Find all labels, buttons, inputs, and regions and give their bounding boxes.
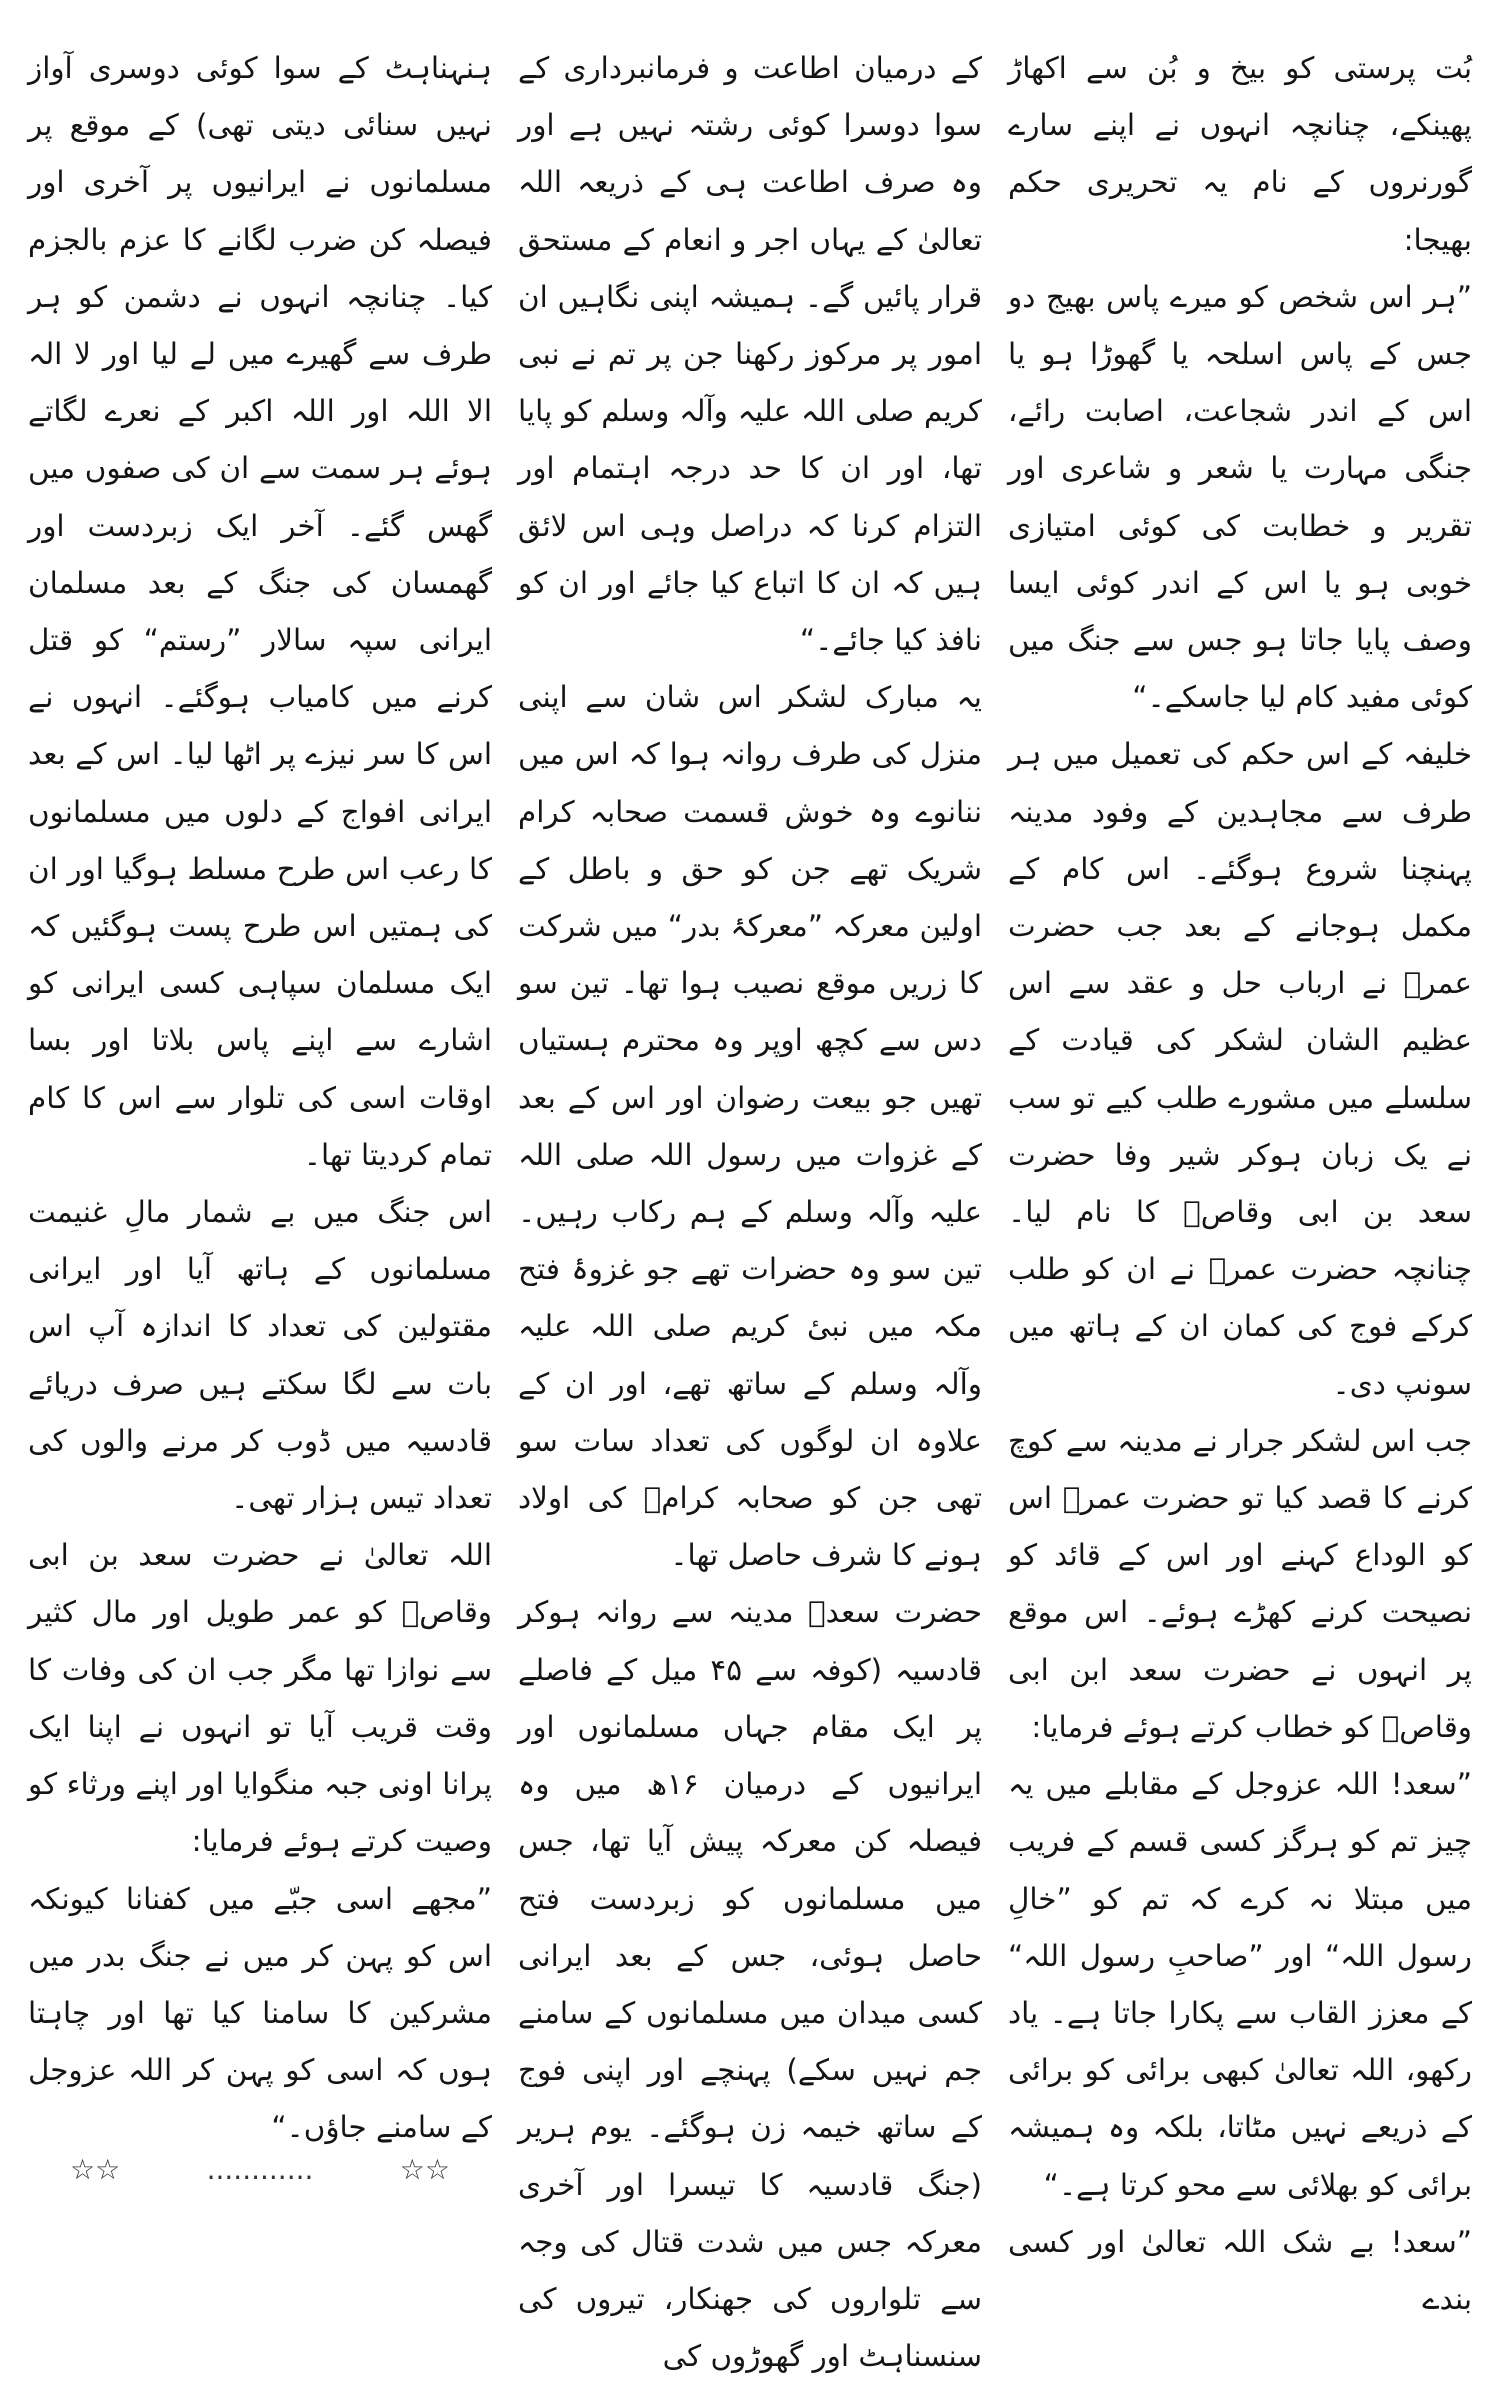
paragraph: خلیفہ کے اس حکم کی تعمیل میں ہر طرف سے مجاہدین کے وفود مدینہ پہنچنا شروع ہوگئے۔ اس کام کے مکمل ہوجانے کے بعد جب حضرت عمرؓ نے ارباب حل و عقد سے اس عظیم الشان لشکر کی قیادت کے سلسلے میں مشورے طلب کیے تو سب نے یک زبان ہوکر شیر وفا حضرت سعد بن ابی وقاصؓ کا نام لیا۔ چنانچہ حضرت عمرؓ نے ان کو طلب کرکے فوج کی کمان ان کے ہاتھ میں سونپ دی۔ <box>998 737 1472 1401</box>
text-column-right <box>998 40 1472 2316</box>
star-ornament-icon: ☆☆ <box>70 2153 121 2186</box>
paragraph: ”ہر اس شخص کو میرے پاس بھیج دو جس کے پاس اسلحہ یا گھوڑا ہو یا اس کے اندر شجاعت، اصابت رائے، جنگی مہارت یا شعر و شاعری اور تقریر و خطابت کی کوئی امتیازی خوبی ہو یا اس کے اندر کوئی ایسا وصف پایا جاتا ہو جس سے جنگ میں کوئی مفید کام لیا جاسکے۔“ <box>998 279 1472 715</box>
paragraph: ”مجھے اسی جبّے میں کفنانا کیونکہ اس کو پہن کر میں نے جنگ بدر میں مشرکین کا سامنا کیا تھا اور چاہتا ہوں کہ اسی کو پہن کر اللہ عزوجل کے سامنے جاؤں۔“ <box>18 1881 492 2145</box>
end-ornament <box>70 2150 450 2190</box>
paragraph: بُت پرستی کو بیخ و بُن سے اکھاڑ پھینکے، چنانچہ انہوں نے اپنے سارے گورنروں کے نام یہ تحریری حکم بھیجا: <box>998 51 1472 257</box>
paragraph: ”سعد! بے شک اللہ تعالیٰ اور کسی بندے <box>998 2224 1472 2316</box>
paragraph: اس جنگ میں بے شمار مالِ غنیمت مسلمانوں کے ہاتھ آیا اور ایرانی مقتولین کی تعداد کا اندازہ آپ اس بات سے لگا سکتے ہیں صرف دریائے قادسیہ میں ڈوب کر مرنے والوں کی تعداد تیس ہزار تھی۔ <box>18 1195 492 1516</box>
paragraph: ہنہناہٹ کے سوا کوئی دوسری آواز نہیں سنائی دیتی تھی) کے موقع پر مسلمانوں نے ایرانیوں پر آخری اور فیصلہ کن ضرب لگانے کا عزم بالجزم کیا۔ چنانچہ انہوں نے دشمن کو ہر طرف سے گھیرے میں لے لیا اور لا الہ الا اللہ اور اللہ اکبر کے نعرے لگاتے ہوئے ہر سمت سے ان کی صفوں میں گھس گئے۔ آخر ایک زبردست اور گھمسان کی جنگ کے بعد مسلمان ایرانی سپہ سالار ”رستم“ کو قتل کرنے میں کامیاب ہوگئے۔ انہوں نے اس کا سر نیزے پر اٹھا لیا۔ اس کے بعد ایرانی افواج کے دلوں میں مسلمانوں کا رعب اس طرح مسلط ہوگیا اور ان کی ہمتیں اس طرح پست ہوگئیں کہ ایک مسلمان سپاہی کسی ایرانی کو اشارے سے اپنے پاس بلاتا اور بسا اوقات اسی کی تلوار سے اس کا کام تمام کردیتا تھا۔ <box>18 51 492 1172</box>
paragraph: جب اس لشکر جرار نے مدینہ سے کوچ کرنے کا قصد کیا تو حضرت عمرؓ اس کو الوداع کہنے اور اس کے قائد کو نصیحت کرنے کھڑے ہوئے۔ اس موقع پر انہوں نے حضرت سعد ابن ابی وقاصؓ کو خطاب کرتے ہوئے فرمایا: <box>998 1423 1472 1744</box>
dotted-separator: ............ <box>206 2153 314 2186</box>
paragraph: کے درمیان اطاعت و فرمانبرداری کے سوا دوسرا کوئی رشتہ نہیں ہے اور وہ صرف اطاعت ہی کے ذریعہ اللہ تعالیٰ کے یہاں اجر و انعام کے مستحق قرار پائیں گے۔ ہمیشہ اپنی نگاہیں ان امور پر مرکوز رکھنا جن پر تم نے نبی کریم صلی اللہ علیہ وآلہ وسلم کو پایا تھا، اور ان کا حد درجہ اہتمام اور التزام کرنا کہ دراصل وہی اس لائق ہیں کہ ان کا اتباع کیا جائے اور ان کو نافذ کیا جائے۔“ <box>508 51 982 658</box>
text-column-left <box>18 40 492 2152</box>
star-ornament-icon: ☆☆ <box>399 2153 450 2186</box>
text-column-middle <box>508 40 982 2374</box>
paragraph: اللہ تعالیٰ نے حضرت سعد بن ابی وقاصؓ کو عمر طویل اور مال کثیر سے نوازا تھا مگر جب ان کی وفات کا وقت قریب آیا تو انہوں نے اپنا ایک پرانا اونی جبہ منگوایا اور اپنے ورثاء کو وصیت کرتے ہوئے فرمایا: <box>18 1538 492 1859</box>
paragraph: یہ مبارک لشکر اس شان سے اپنی منزل کی طرف روانہ ہوا کہ اس میں ننانوے وہ خوش قسمت صحابہ کرام شریک تھے جن کو حق و باطل کے اولین معرکہ ”معرکۂ بدر“ میں شرکت کا زریں موقع نصیب ہوا تھا۔ تین سو دس سے کچھ اوپر وہ محترم ہستیاں تھیں جو بیعت رضوان اور اس کے بعد کے غزوات میں رسول اللہ صلی اللہ علیہ وآلہ وسلم کے ہم رکاب رہیں۔ تین سو وہ حضرات تھے جو غزوۂ فتح مکہ میں نبیٔ کریم صلی اللہ علیہ وآلہ وسلم کے ساتھ تھے، اور ان کے علاوہ ان لوگوں کی تعداد سات سو تھی جن کو صحابہ کرامؓ کی اولاد ہونے کا شرف حاصل تھا۔ <box>508 680 982 1573</box>
paragraph: حضرت سعدؓ مدینہ سے روانہ ہوکر قادسیہ (کوفہ سے ۴۵ میل کے فاصلے پر ایک مقام جہاں مسلمانوں اور ایرانیوں کے درمیان ۱۶ھ میں وہ فیصلہ کن معرکہ پیش آیا تھا، جس میں مسلمانوں کو زبردست فتح حاصل ہوئی، جس کے بعد ایرانی کسی میدان میں مسلمانوں کے سامنے جم نہیں سکے) پہنچے اور اپنی فوج کے ساتھ خیمہ زن ہوگئے۔ یوم ہریر (جنگ قادسیہ کا تیسرا اور آخری معرکہ جس میں شدت قتال کی وجہ سے تلواروں کی جھنکار، تیروں کی سنسناہٹ اور گھوڑوں کی <box>508 1595 982 2374</box>
paragraph: ”سعد! اللہ عزوجل کے مقابلے میں یہ چیز تم کو ہرگز کسی قسم کے فریب میں مبتلا نہ کرے کہ تم کو ”خالِ رسول اللہ“ اور ”صاحبِ رسول اللہ“ کے معزز القاب سے پکارا جاتا ہے۔ یاد رکھو، اللہ تعالیٰ کبھی برائی کو برائی کے ذریعے نہیں مٹاتا، بلکہ وہ ہمیشہ برائی کو بھلائی سے محو کرتا ہے۔“ <box>998 1767 1472 2202</box>
